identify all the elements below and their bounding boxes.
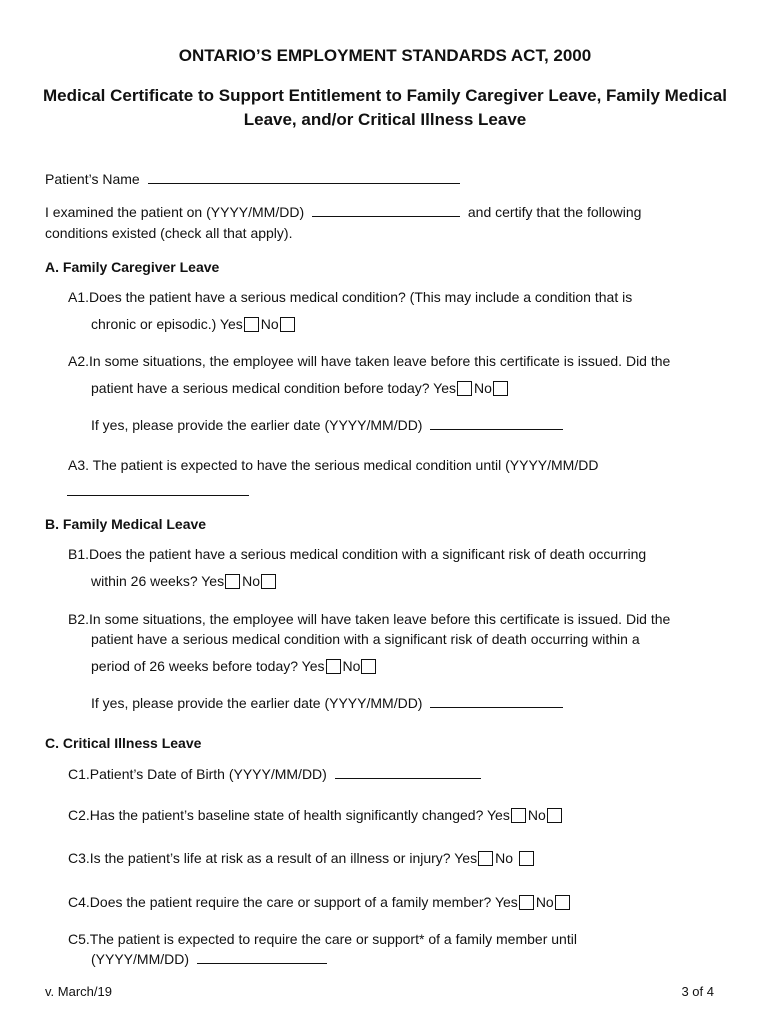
patient-name-field[interactable] xyxy=(148,182,460,184)
a3-text: A3. The patient is expected to have the serious medical condition until (YYYY/MM/DD xyxy=(68,457,599,473)
section-a-heading: A. Family Caregiver Leave xyxy=(45,259,220,275)
a1-yes-checkbox[interactable] xyxy=(244,317,259,332)
b1-yes-checkbox[interactable] xyxy=(225,574,240,589)
c3-yes-checkbox[interactable] xyxy=(478,851,493,866)
examined-row xyxy=(45,204,641,220)
patient-name-label: Patient’s Name xyxy=(45,171,140,187)
c4-no-checkbox[interactable] xyxy=(555,895,570,910)
form-subtitle: Medical Certificate to Support Entitlement to Family Caregiver Leave, Family Medical Leave, and/or Critical Illness Leave xyxy=(43,86,727,129)
c3-no-checkbox[interactable] xyxy=(519,851,534,866)
c1-dob-field[interactable] xyxy=(335,777,481,779)
examined-label: I examined the patient on (YYYY/MM/DD) xyxy=(45,204,305,220)
certify-text: and certify that the following xyxy=(467,204,642,220)
b2-line2: patient have a serious medical condition with a significant risk of death occurring within a xyxy=(91,631,640,647)
c4-row: C4.Does the patient require the care or support of a family member? Yes No xyxy=(68,894,572,910)
a1-no-checkbox[interactable] xyxy=(280,317,295,332)
a2-date-field[interactable] xyxy=(430,428,563,430)
c2-row: C2.Has the patient’s baseline state of health significantly changed? Yes No xyxy=(68,807,564,823)
b1-line1: B1.Does the patient have a serious medical condition with a significant risk of death occurring xyxy=(68,546,647,562)
form-act-title: ONTARIO’S EMPLOYMENT STANDARDS ACT, 2000 xyxy=(178,46,592,65)
c5-line1: C5.The patient is expected to require the care or support* of a family member until xyxy=(68,931,577,947)
c2-yes-checkbox[interactable] xyxy=(511,808,526,823)
footer-page-number: 3 of 4 xyxy=(681,984,714,999)
b2-line1: B2.In some situations, the employee will have taken leave before this certificate is issued. Did the xyxy=(68,611,671,627)
c5-line2: (YYYY/MM/DD) xyxy=(91,951,327,967)
b2-no-checkbox[interactable] xyxy=(361,659,376,674)
c1-row: C1.Patient’s Date of Birth (YYYY/MM/DD) xyxy=(68,766,481,782)
section-b-heading: B. Family Medical Leave xyxy=(45,516,207,532)
conditions-text: conditions existed (check all that apply). xyxy=(45,225,293,241)
a1-line2: chronic or episodic.) Yes No xyxy=(91,316,297,332)
a2-date-row: If yes, please provide the earlier date (YYYY/MM/DD) xyxy=(91,417,563,433)
c2-no-checkbox[interactable] xyxy=(547,808,562,823)
section-c-heading: C. Critical Illness Leave xyxy=(45,735,202,751)
b2-line3: period of 26 weeks before today? Yes No xyxy=(91,658,378,674)
b2-date-row: If yes, please provide the earlier date (YYYY/MM/DD) xyxy=(91,695,563,711)
c4-yes-checkbox[interactable] xyxy=(519,895,534,910)
a3-date-field[interactable] xyxy=(67,494,249,496)
footer-version: v. March/19 xyxy=(45,984,112,999)
c5-date-field[interactable] xyxy=(197,962,327,964)
a2-yes-checkbox[interactable] xyxy=(457,381,472,396)
b2-yes-checkbox[interactable] xyxy=(326,659,341,674)
a2-line1: A2.In some situations, the employee will have taken leave before this certificate is issued. Did the xyxy=(68,353,671,369)
patient-name-row xyxy=(45,171,460,187)
examined-date-field[interactable] xyxy=(312,215,460,217)
c3-row: C3.Is the patient’s life at risk as a result of an illness or injury? Yes No xyxy=(68,850,536,866)
b1-line2: within 26 weeks? Yes No xyxy=(91,573,278,589)
a2-no-checkbox[interactable] xyxy=(493,381,508,396)
b1-no-checkbox[interactable] xyxy=(261,574,276,589)
a1-line1: A1.Does the patient have a serious medical condition? (This may include a condition that is xyxy=(68,289,633,305)
a2-line2: patient have a serious medical condition before today? Yes No xyxy=(91,380,510,396)
b2-date-field[interactable] xyxy=(430,706,563,708)
